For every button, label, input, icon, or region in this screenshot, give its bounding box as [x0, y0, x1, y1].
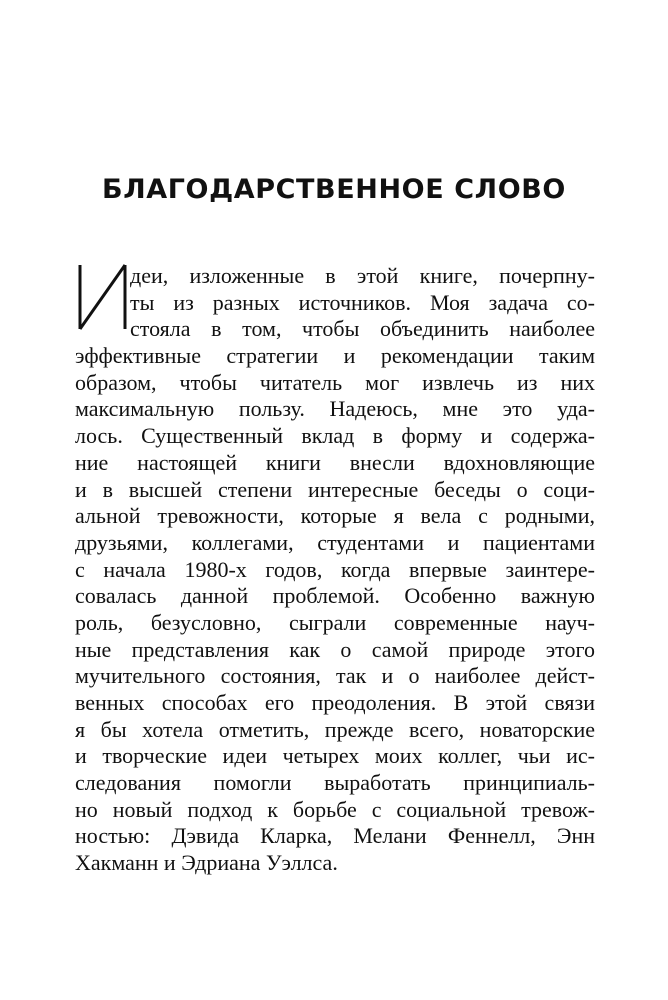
chapter-heading: БЛАГОДАРСТВЕННОЕ СЛОВО — [102, 174, 566, 205]
text-line: Хакманн и Эдриана Уэллса. — [75, 850, 338, 876]
text-line: эффективные стратегии и рекомендации таким — [75, 343, 595, 369]
text-line: деи, изложенные в этой книге, почерпну- — [130, 263, 595, 288]
text-line: друзьями, коллегами, студентами и пациентами — [75, 529, 595, 555]
text-line: роль, безусловно, сыграли современные науч- — [75, 609, 595, 635]
body-paragraph — [75, 263, 595, 877]
text-line: и в высшей степени интересные беседы о соци- — [75, 476, 595, 502]
text-line: стояла в том, чтобы объединить наиболее — [130, 316, 595, 342]
text-line: я бы хотела отметить, прежде всего, новаторские — [75, 716, 595, 742]
text-line: совалась данной проблемой. Особенно важную — [75, 583, 595, 609]
text-line: ные представления как о самой природе этого — [75, 636, 595, 662]
text-line: альной тревожности, которые я вела с родными, — [75, 503, 595, 529]
text-line: ние настоящей книги внесли вдохновляющие — [75, 449, 595, 475]
text-line: венных способах его преодоления. В этой связи — [75, 690, 595, 715]
text-line: ты из разных источников. Моя задача со- — [130, 289, 595, 315]
text-line: мучительного состояния, так и о наиболее дейст- — [75, 663, 595, 689]
text-line: ностью: Дэвида Кларка, Мелани Феннелл, Энн — [75, 823, 595, 849]
text-line: с начала 1980-х годов, когда впервые заинтере- — [75, 556, 595, 582]
text-line: образом, чтобы читатель мог извлечь из них — [75, 369, 595, 395]
text-line: следования помогли выработать принципиаль- — [75, 770, 595, 796]
text-line: лось. Существенный вклад в форму и содержа- — [75, 423, 595, 449]
text-line: но новый подход к борьбе с социальной тревож- — [75, 796, 595, 822]
text-line: максимальную пользу. Надеюсь, мне это уда- — [75, 396, 595, 422]
text-line: и творческие идеи четырех моих коллег, чьи ис- — [75, 743, 595, 769]
